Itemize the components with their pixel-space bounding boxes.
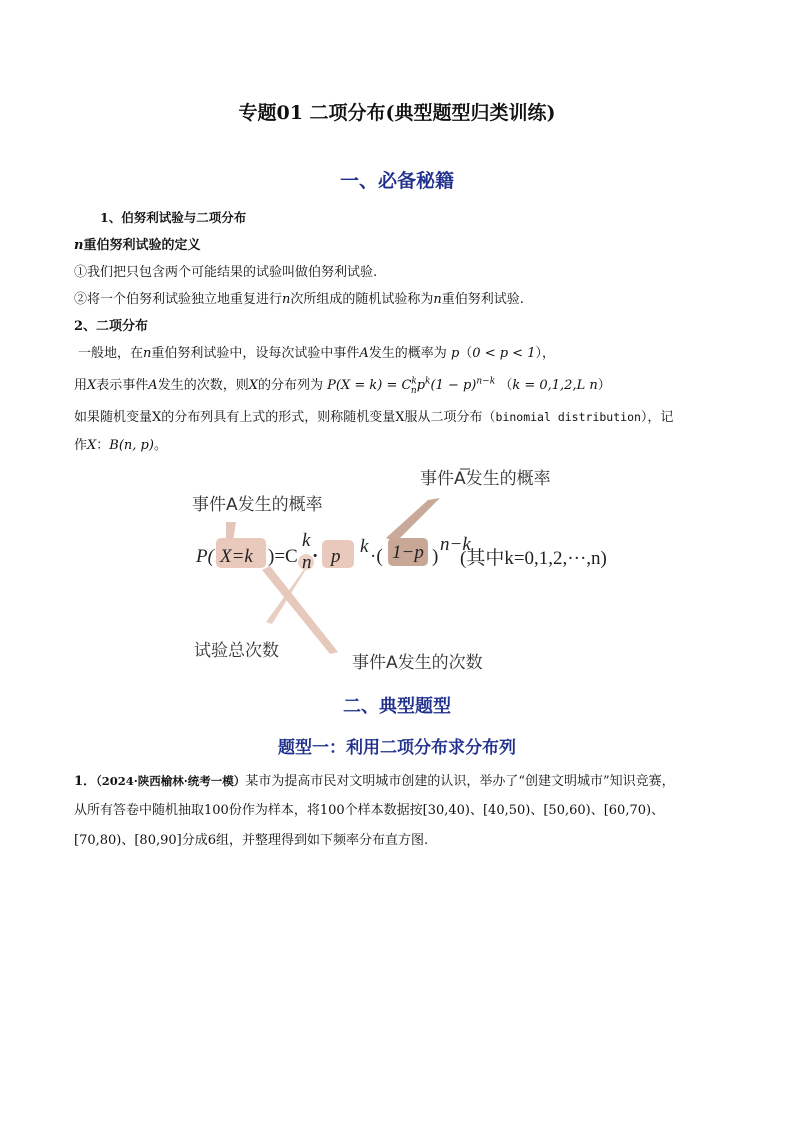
- binomial-paragraph-1: 一般地，在n重伯努利试验中，设每次试验中事件A发生的概率为 p（0 < p < 1），: [78, 346, 556, 361]
- formula-p-exp-k: k: [360, 536, 369, 557]
- subheading-binomial: 2、二项分布: [74, 319, 149, 334]
- formula-range: (其中k=0,1,2,···,n): [460, 548, 607, 569]
- definition-item-1: ①我们把只包含两个可能结果的试验叫做伯努利试验.: [74, 265, 378, 280]
- formula-p: p: [331, 546, 341, 567]
- label-prob-A: 事件A发生的概率: [192, 495, 323, 515]
- formula-eq-C: )=C: [268, 546, 298, 567]
- question-1-line-1: 1．（2024·陕西榆林·统考一模）某市为提高市民对文明城市创建的认识，举办了“创建文明城市”知识竞赛，: [74, 774, 675, 789]
- formula-C-k: k: [302, 530, 311, 551]
- formula-dot-1: ·: [312, 546, 319, 567]
- formula-exp-n-minus-k: n−k: [440, 534, 471, 555]
- question-1-line-3: [70,80)、[80,90]分成6组，并整理得到如下频率分布直方图.: [74, 833, 429, 848]
- subheading-bernoulli: 1、伯努利试验与二项分布: [100, 210, 247, 225]
- binomial-formula-diagram: [170, 458, 630, 680]
- question-1-line-2: 从所有答卷中随机抽取100份作为样本，将100个样本数据按[30,40)、[40,50)、[50,60)、[60,70)、: [74, 803, 665, 818]
- pointer-notA: [386, 498, 440, 542]
- label-count-A: 事件A发生的次数: [352, 653, 483, 673]
- label-prob-not-A: 事件A发生的概率: [420, 469, 551, 489]
- section-heading-essentials: 一、必备秘籍: [339, 170, 454, 192]
- definition-heading: n重伯努利试验的定义: [74, 238, 201, 253]
- formula-dot-open: ·(: [370, 546, 383, 567]
- section-heading-typical: 二、典型题型: [343, 696, 451, 717]
- question-type-heading: 题型一：利用二项分布求分布列: [278, 738, 516, 758]
- definition-item-2: ②将一个伯努利试验独立地重复进行n次所组成的随机试验称为n重伯努利试验.: [74, 292, 524, 307]
- binomial-formula: $P(X = k) = C^k_np^k(1 - p)^{n-k}$: [327, 376, 496, 396]
- formula-C-n: n: [302, 552, 312, 573]
- formula-1-minus-p: 1−p: [392, 542, 424, 563]
- formula-close-paren: ): [432, 546, 439, 567]
- document-title: 专题01 二项分布(典型题型归类训练): [238, 102, 556, 124]
- label-total-trials: 试验总次数: [194, 641, 279, 661]
- formula-X-eq-k: X=k: [220, 546, 253, 567]
- binomial-paragraph-3: 如果随机变量X的分布列具有上式的形式，则称随机变量X服从二项分布（binomial distribution），记: [74, 410, 674, 425]
- formula-P: P(: [196, 546, 214, 567]
- binomial-paragraph-2: 用X表示事件A发生的次数，则X的分布列为 $P(X = k) = C^k_np^k(1 - p)^{n-k}$ （k = 0,1,2,L n）: [74, 376, 611, 396]
- binomial-paragraph-4: 作X：B(n, p)。: [74, 438, 167, 453]
